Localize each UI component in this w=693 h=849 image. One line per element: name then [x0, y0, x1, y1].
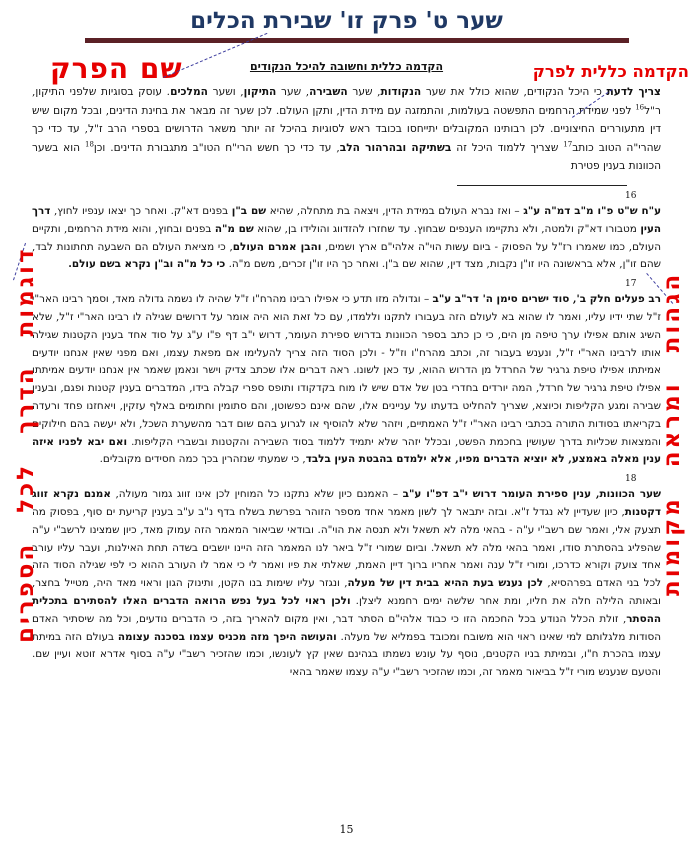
annotation-intro-label: הקדמה כללית לפרק	[532, 62, 689, 81]
page-title: שער ט' פרק זו' שבירת הכלים	[190, 7, 503, 34]
footnote-number-17: 17	[625, 279, 637, 290]
page-number: 15	[339, 823, 354, 836]
annotation-right-vertical: הגהות ומראה מקומות	[658, 271, 685, 596]
title-underline-bar	[85, 38, 629, 43]
text-column	[0, 60, 693, 682]
footnote-16-text: ע"ח ש"ט פ"ו מ"ב דמ"ה ע"ג – ואז נברא העולם במידת הדין, ויצאה בת מתחלה, שהיא שם ב"ן בפנים דא"ק. ואחר כך יצאו ענפיו לחוץ, דרך העין מטבורו דא"ק ולמטה, ולא נתקיימו הענפים שבחוץ. עד שחזרו להזדווג והולידו בן, שהוא שם מ"ה בפנים ובחוץ, והוא מידת הרחמים, ותקיים העולם, כמו שאמרו רז"ל על הפסוק - ביום עשות הוי"ה אלהי"ם ארץ ושמים, והבן אמרם העולם, כי מציאת העולם הם השבעה תחתונות לבד, שהם זו"ן, אלא בראשונה היו זו"ן נקבות, מצד דין, שהוא שם ב"ן. ואחר כך היו זו"ן זכרים, משם מ"ה. כי כל מ"ה וב"ן נקרא בשם עולם.	[32, 204, 662, 271]
footnote-number-16: 16	[625, 190, 637, 201]
annotation-chapter-name: שם הפרק	[50, 52, 183, 85]
annotation-left-vertical: דוגמות הדרך לכל הספרים	[12, 246, 39, 643]
footnote-number-18: 18	[625, 474, 637, 485]
footnote-17-text: רב פעלים חלק ב', סוד ישרים סימן ה' דר"ב ע"ב – וגדולה מזו תדע כי אפילו רבינו מהרח"ו ז"ל שהיה לו נשמה גדולה מאד, וסמך רבינו האר"י ז"ל שתי ידיו עליו, ואמר לו שהוא בא לעולם הזה בעבורו לתקנו וללמדו, עם כל זאת הוא היה אומר על דרושים שגילה לו רבינו האר"י ז"ל, שלא השיג אותם אפילו ערך טיפה מן הים, כי כן כתב בספר הכוונות בדרוש ספירת העומר, דרוש י"ב דף פ"ו ע"ג על סוד אחד בענין הקטנות שגילה אותו לרבינו האר"י ז"ל, ונענש בעבור זה, וכתב מהרח"ו וז"ל - ולכן הסוד הזה צריך להעלימו אם מפאת עצמו, ואם מפני שאין אנחנו יודעים אמיתתו אפילו טיפת גרגיר של החרדל מן הדרוש ההוא, עד כאן לשונו. ראה דברים אלו שכתב צדיק וישר ונאמן שאמר אין אנחנו יודעים אמיתתו אפילו טיפת גרגיר של חרדל, המה יורדים בחדרי בטן של אדם שיש לו מוח בקדקודו ותופס ספרי קבלה בידו, המדברים בענין קטנות ופגם, ובענין שבירה ומגע הקליפות וכיוצא, שצריך להחליט בדעתו על עניינים אלו, שהם אינם כפשוטן, והם סתומין וחתומים באלף עזקין, ויאחזנו פחד ורעדה בקריאתו בסודות התורה בכתבי רבינו האר"י ז"ל האמתיים, ויזהר שלא להוסיף או לגרוע בהם שום דבר מהשערת השכל, ולא יעשה בהם חילוקים והמצאות שכליות בדרך שעושין בחכמת הפשט, ובכלל יזהר שלא יתמיד ללמוד בסוד השבירה והקטנות ובשברי הקליפות. ואם יבא לפניו איזה ענין מאלה באמצע, לא יוציא הדברים מפיו, אלא ילמדם בהבטת העין בלבד, כי שמעתי שנזהרין בכך כמה חסידים מקובלים.	[32, 293, 661, 466]
section-heading: הקדמה כללית וחשובה להיכל הנקודים	[249, 60, 444, 73]
body-paragraph: צריך לדעת כי היכל הנקודים, שהוא כולל את שער הנקודות, שער השבירה, שער התיקון, ושער המלכים. עוסק בסוגיות שלפני התיקון, ר"ל$^{16}$ לפני שמידת הרחמים התפשטה בעולמות, והתמזגה עם מידת הדין, ותקן העולם. לכן שער זה מבאר את בחינת הדינים, ובכל מקום שיש דין מתעוררים החיצוניים. לכן רבותינו המקובלים יתייחסו בכובד ראש לסוגיות בהיכל זה יותר משאר הדרושים בספרי הרב ז"ל, עד כדי כך שהרי"ה הטוב כותב$^{17}$ שצריך ללמוד היכל זה בשתיקה ובהרהור הלב, עד כדי כך חשש הרי"ח הטו"ב מתגבורת הדינים. וכן$^{18}$ הוא בשער הכוונות בענין פטירת	[32, 86, 661, 173]
footnote-18-text: שער הכוונות, ענין ספירת העומר דרוש י"ב דפ"ו ע"ב – האמנם כיון שלא נתקנו כל המוחין לכן אינו זווג גמור מעולה, אמנם נקרא זווג דקטנות, כיון שעדיין לא נגדל ז"א. ובזה יתבאר לך לשון מאמר אחד מספר הזוהר בפרשת בשלח בדף נ"ב ע"ב בענין קריעת ים סוף, בפסוק מה תצעק אלי, ואמר שם רשב"י ע"ה - בהאי מלה לא תשאל ולא תנסה את הוי"ה. ובודאי שביאור המאמר הזה עמוק מאד, כיון שמצינו לרשב"י ע"ה שהפליג בהסתרת סודו, ואמר בהאי מלה לא תשאל. וביום שמורי ז"ל ביאר לנו המאמר הזה היינו יושבים בשדה תחת האילנות, ועבר עליו עורב אחד צועק וקורא כדרכו, ומורי ז"ל ענה ואמר אחריו ברוך דיין האמת, שאלתי את פיו ואמר לי כי אמר לו העורב ההוא כי לפי שגילה הסוד הזה לכל בני האדם בפרהסיא, לכן נענש בעת ההיא בבית דין של מעלה, ונגזר עליו שימות בנו הקטן, ותינוק הגון וראוי מאד היה, מטייל בחצר, ובאותה הלילה חלה את חליו, ומת אחר שלשה ימים רחמנא ליצלן. ולכן ראוי לכל בעל נפש הרואה הדברים האלו להסתירם בתכלית ההסתר, זולת הכלל הנודע בכל החכמה הזו כי כבוד אלהי"ם הסתר דבר, ואין מקום להאריך בזה, כי הדברים נודעים, וכל מה שיסתיר האדם הסודות מלגלותם למי שאינו ראוי הוא משובח ומכובד בפמליא של מעלה. והעושה היפך מזה מכניס עצמו בסכנה עצומה בעולם הזה במיתת עצמו בהכרת ח"ו, ובמיתת בניו הקטנים, נוסף על עונש נשמתו בגהינם שאין קץ לעונשו, וכמו שהזכיר רשב"י ע"ה בסוף אדרא זוטא ועיין שם. והטעם שנענש מורי ז"ל בביאור מאמר זה, וכמו שהזכיר רשב"י ע"ה עצמו שאמר בהאי	[32, 488, 661, 679]
footnote-separator	[457, 185, 627, 186]
